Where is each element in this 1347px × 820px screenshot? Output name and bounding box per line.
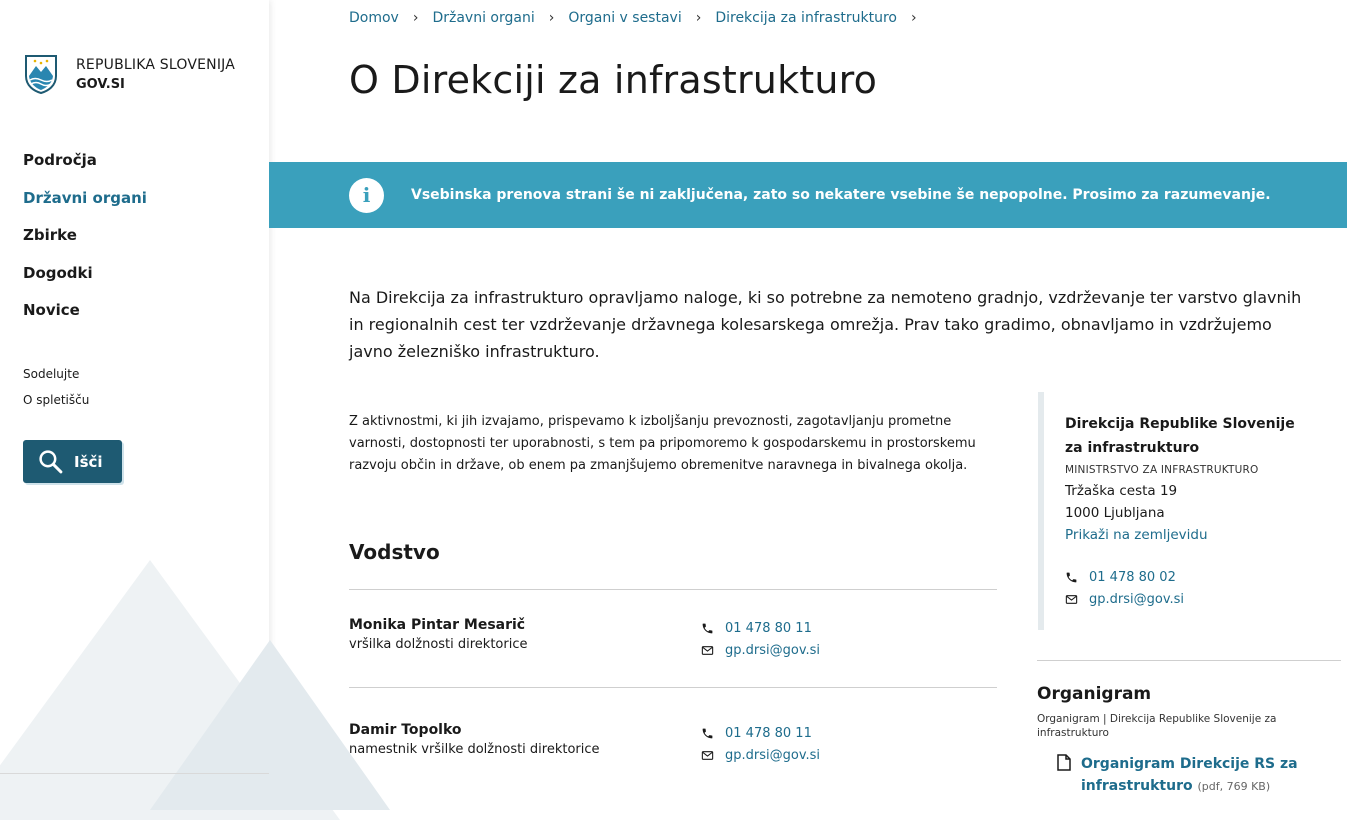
section-title-vodstvo: Vodstvo xyxy=(349,540,440,564)
info-icon: i xyxy=(349,178,384,213)
mail-icon xyxy=(701,644,714,657)
ministry-name: MINISTRSTVO ZA INFRASTRUKTURO xyxy=(1065,464,1259,476)
main-navigation xyxy=(23,150,147,338)
phone-contact xyxy=(701,722,820,744)
person-contacts xyxy=(701,617,820,661)
notice-text: Vsebinska prenova strani še ni zaključena, zato so nekatere vsebine še nepopolne. Prosimo za razumevanje. xyxy=(411,187,1271,203)
page-title: O Direkciji za infrastrukturo xyxy=(349,58,878,102)
person-name: Damir Topolko xyxy=(349,722,462,738)
intro-paragraph: Na Direkcija za infrastrukturo opravljamo naloge, ki so potrebne za nemoteno gradnjo, vzdrževanje ter varstvo glavnih in regionalnih cest ter vzdrževanje državnega kolesarskega omrežja. Prav tako gradimo, obnavljamo in vzdržujemo javno železniško infrastrukturo. xyxy=(349,288,1302,361)
nav-item-novice[interactable]: Novice xyxy=(23,301,80,319)
phone-icon xyxy=(1065,571,1078,584)
site-logo[interactable] xyxy=(24,54,235,94)
nav-item-sodelujte[interactable]: Sodelujte xyxy=(23,367,80,381)
address-street: Tržaška cesta 19 xyxy=(1065,483,1178,499)
section-title-organigram: Organigram xyxy=(1037,684,1152,704)
divider xyxy=(1037,660,1341,661)
person-card xyxy=(349,720,997,763)
document-title: Organigram Direkcije RS za infrastrukturo xyxy=(1081,756,1298,794)
person-role: namestnik vršilke dolžnosti direktorice xyxy=(349,742,600,757)
phone-contact xyxy=(701,617,820,639)
map-link[interactable]: Prikaži na zemljevidu xyxy=(1065,527,1208,543)
chevron-right-icon: › xyxy=(695,10,702,26)
email-link[interactable]: gp.drsi@gov.si xyxy=(725,642,821,658)
chevron-right-icon: › xyxy=(412,10,419,26)
document-icon xyxy=(1057,754,1071,771)
divider xyxy=(349,687,997,688)
body-paragraph: Z aktivnostmi, ki jih izvajamo, prispevamo k izboljšanju prevoznosti, zagotavljanju prometne varnosti, dostopnosti ter uporabnosti, s tem pa pripomoremo k gospodarskemu in prostorskemu razvoju občin in države, ob enem pa zmanjšujemo obremenitve naravnega in bivalnega okolja. xyxy=(349,414,976,473)
person-card xyxy=(349,615,997,658)
document-size: (pdf, 769 KB) xyxy=(1197,780,1271,793)
address-city: 1000 Ljubljana xyxy=(1065,505,1165,521)
coat-of-arms-icon xyxy=(24,54,58,94)
email-link[interactable]: gp.drsi@gov.si xyxy=(1089,591,1185,607)
email-contact xyxy=(1065,588,1341,610)
email-link[interactable]: gp.drsi@gov.si xyxy=(725,747,821,763)
breadcrumb-link-drzavni-organi[interactable]: Državni organi xyxy=(432,10,535,26)
search-icon xyxy=(38,449,63,474)
person-contacts xyxy=(701,722,820,766)
chevron-right-icon: › xyxy=(548,10,555,26)
phone-contact xyxy=(1065,566,1341,588)
nav-item-o-spletiscu[interactable]: O spletišču xyxy=(23,393,90,407)
nav-item-dogodki[interactable]: Dogodki xyxy=(23,263,93,282)
phone-link[interactable]: 01 478 80 02 xyxy=(1089,569,1176,585)
phone-link[interactable]: 01 478 80 11 xyxy=(725,620,812,636)
org-name: Direkcija Republike Slovenije za infrastrukturo xyxy=(1065,416,1295,456)
email-contact xyxy=(701,744,820,766)
person-role: vršilka dolžnosti direktorice xyxy=(349,637,528,652)
breadcrumb-link-domov[interactable]: Domov xyxy=(349,10,399,26)
search-button[interactable] xyxy=(23,440,122,483)
email-contact xyxy=(701,639,820,661)
notice-banner xyxy=(269,162,1347,228)
sidebar xyxy=(0,0,269,782)
logo-title: REPUBLIKA SLOVENIJA xyxy=(76,57,236,73)
breadcrumb-link-organi-v-sestavi[interactable]: Organi v sestavi xyxy=(568,10,682,26)
contact-card xyxy=(1038,392,1341,630)
phone-link[interactable]: 01 478 80 11 xyxy=(725,725,812,741)
mail-icon xyxy=(701,749,714,762)
nav-item-podrocja[interactable]: Področja xyxy=(23,151,97,169)
breadcrumb-link-direkcija[interactable]: Direkcija za infrastrukturo xyxy=(715,10,897,26)
breadcrumb xyxy=(349,10,931,26)
mail-icon xyxy=(1065,593,1078,606)
org-contacts xyxy=(1065,566,1341,610)
chevron-right-icon: › xyxy=(910,10,917,26)
phone-icon xyxy=(701,727,714,740)
organigram-document-link[interactable] xyxy=(1057,753,1301,798)
nav-item-drzavni-organi[interactable]: Državni organi xyxy=(23,188,147,207)
phone-icon xyxy=(701,622,714,635)
organigram-subtitle: Organigram | Direkcija Republike Slovenije za infrastrukturo xyxy=(1037,713,1277,739)
divider xyxy=(349,589,997,590)
secondary-navigation xyxy=(23,366,89,418)
person-name: Monika Pintar Mesarič xyxy=(349,617,526,633)
divider xyxy=(0,773,269,774)
logo-subtitle: GOV.SI xyxy=(76,77,125,92)
search-button-label: Išči xyxy=(74,452,103,471)
nav-item-zbirke[interactable]: Zbirke xyxy=(23,226,77,244)
